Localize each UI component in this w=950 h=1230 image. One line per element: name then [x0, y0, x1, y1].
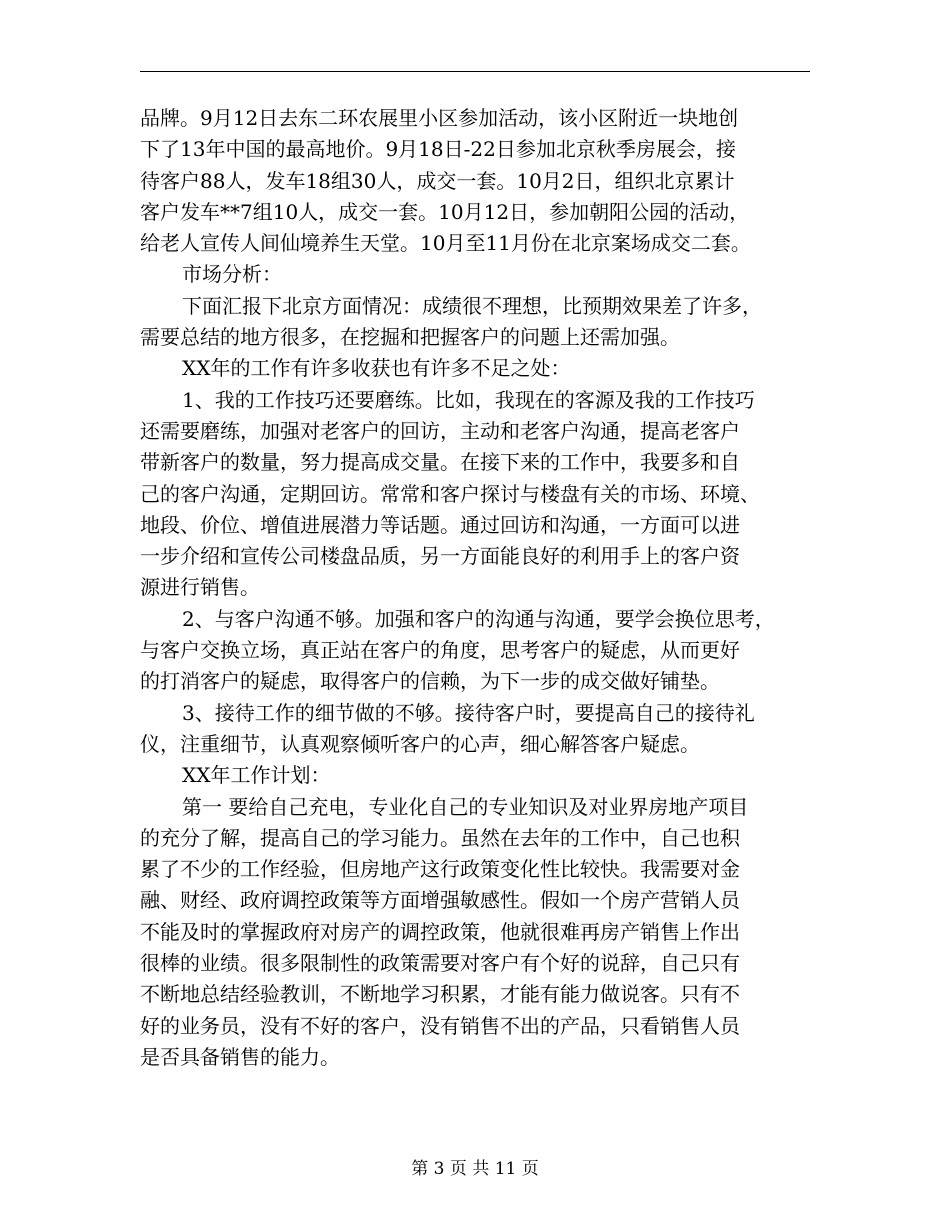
text-line: 的充分了解，提高自己的学习能力。虽然在去年的工作中，自己也积	[140, 825, 740, 850]
text-line: 好的业务员，没有不好的客户，没有销售不出的产品，只看销售人员	[140, 1013, 740, 1038]
text-line: 还需要磨练，加强对老客户的回访，主动和老客户沟通，提高老客户	[140, 418, 740, 443]
text-line: 待客户88人，发车18组30人，成交一套。10月2日，组织北京累计	[140, 168, 735, 193]
text-line: 3、接待工作的细节做的不够。接待客户时，要提高自己的接待礼	[182, 700, 755, 725]
text-line: 给老人宣传人间仙境养生天堂。10月至11月份在北京案场成交二套。	[140, 231, 751, 256]
text-line: 客户发车**7组10人，成交一套。10月12日，参加朝阳公园的活动，	[140, 199, 750, 224]
page-footer: 第 3 页 共 11 页	[411, 1159, 539, 1179]
header-rule	[140, 71, 810, 72]
text-line: 很棒的业绩。很多限制性的政策需要对客户有个好的说辞，自己只有	[140, 951, 740, 976]
text-line: 2、与客户沟通不够。加强和客户的沟通与沟通，要学会换位思考，	[182, 606, 775, 631]
text-line: 带新客户的数量，努力提高成交量。在接下来的工作中，我要多和自	[140, 450, 740, 475]
body-text	[140, 103, 840, 1073]
text-line: 累了不少的工作经验，但房地产这行政策变化性比较快。我需要对金	[140, 857, 740, 882]
text-line: XX年工作计划：	[182, 763, 331, 788]
text-line: 源进行销售。	[140, 575, 260, 600]
text-line: XX年的工作有许多收获也有许多不足之处：	[182, 356, 571, 381]
text-line: 仪，注重细节，认真观察倾听客户的心声，细心解答客户疑虑。	[140, 731, 700, 756]
text-line: 是否具备销售的能力。	[140, 1044, 340, 1069]
text-line: 第一 要给自己充电，专业化自己的专业知识及对业界房地产项目	[182, 794, 749, 819]
text-line: 不断地总结经验教训，不断地学习积累，才能有能力做说客。只有不	[140, 982, 740, 1007]
text-line: 需要总结的地方很多，在挖掘和把握客户的问题上还需加强。	[140, 325, 680, 350]
text-line: 品牌。9月12日去东二环农展里小区参加活动，该小区附近一块地创	[140, 106, 739, 130]
text-line: 的打消客户的疑虑，取得客户的信赖，为下一步的成交做好铺垫。	[140, 669, 720, 694]
text-line: 下面汇报下北京方面情况：成绩很不理想，比预期效果差了许多，	[182, 293, 762, 318]
text-line: 地段、价位、增值进展潜力等话题。通过回访和沟通，一方面可以进	[140, 512, 740, 537]
text-line: 1、我的工作技巧还要磨练。比如，我现在的客源及我的工作技巧	[182, 387, 755, 412]
text-line: 一步介绍和宣传公司楼盘品质，另一方面能良好的利用手上的客户资	[140, 544, 740, 569]
text-line: 与客户交换立场，真正站在客户的角度，思考客户的疑虑，从而更好	[140, 638, 740, 663]
text-line: 融、财经、政府调控政策等方面增强敏感性。假如一个房产营销人员	[140, 888, 740, 913]
text-line: 己的客户沟通，定期回访。常常和客户探讨与楼盘有关的市场、环境、	[140, 481, 760, 506]
text-line: 市场分析：	[182, 262, 282, 287]
text-line: 下了13年中国的最高地价。9月18日-22日参加北京秋季房展会，接	[140, 137, 736, 162]
text-line: 不能及时的掌握政府对房产的调控政策，他就很难再房产销售上作出	[140, 919, 740, 944]
